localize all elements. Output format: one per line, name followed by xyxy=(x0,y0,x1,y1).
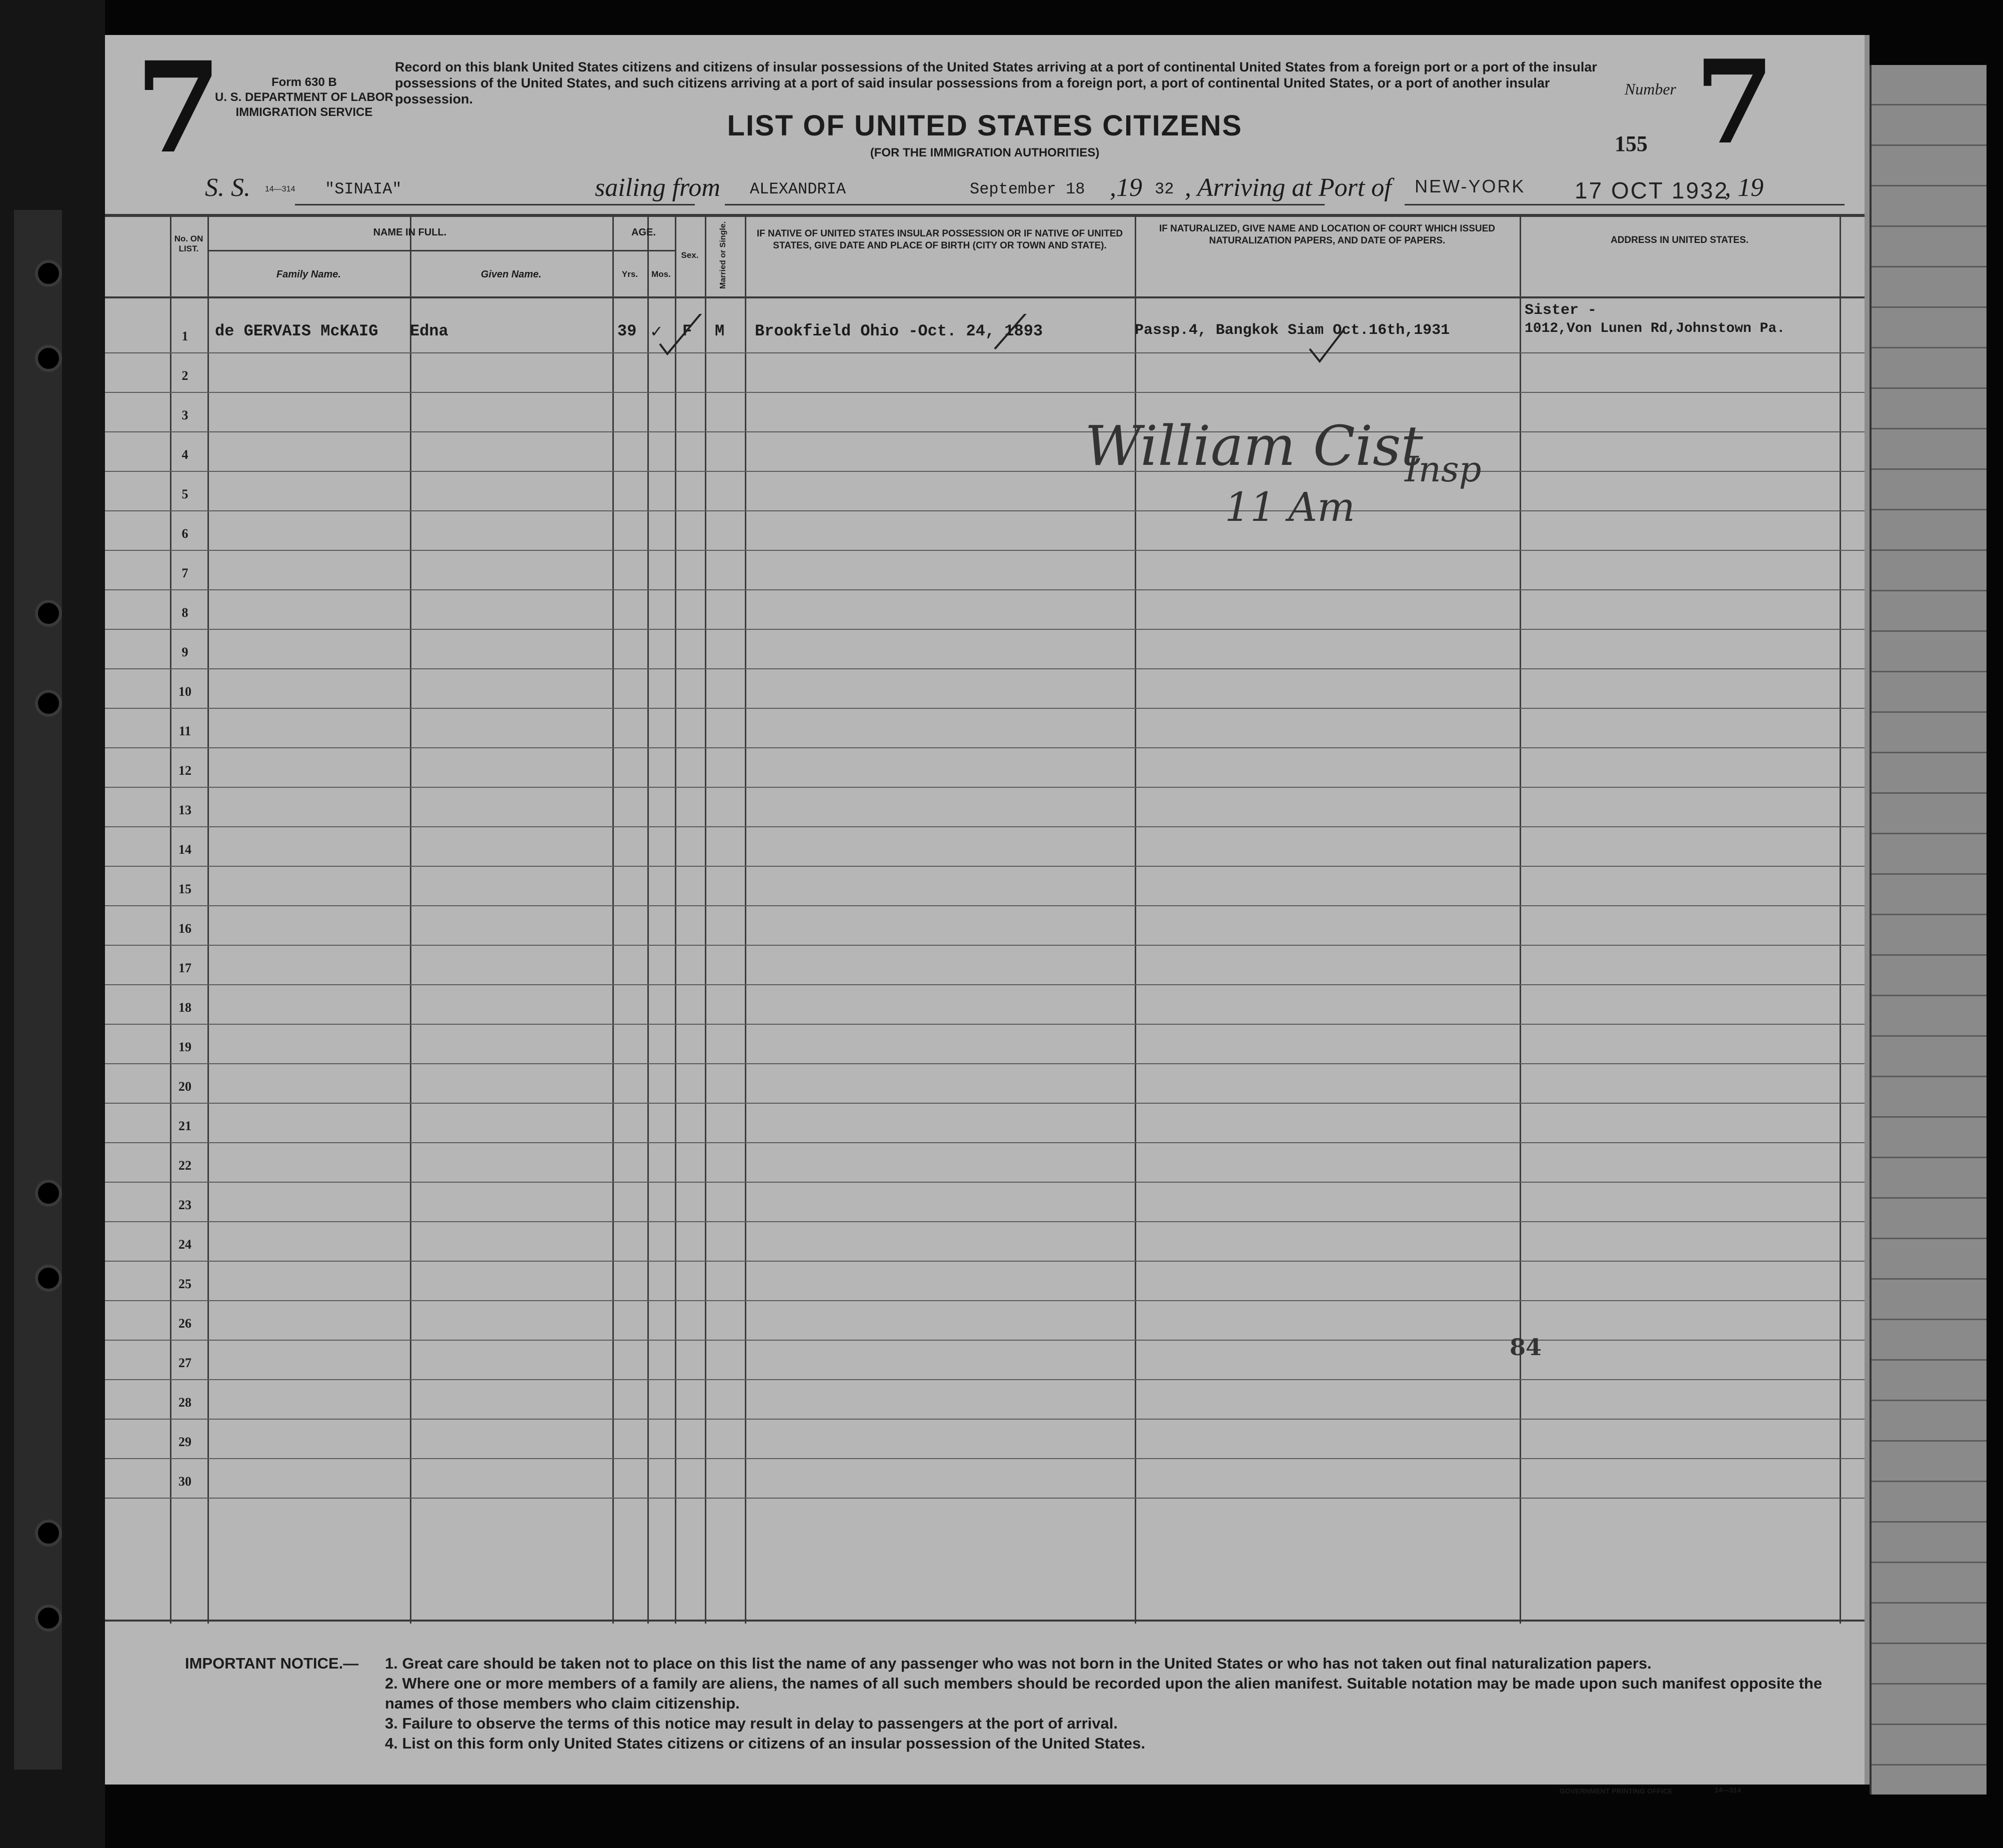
table-row-rule xyxy=(105,1262,1865,1301)
notice-item: 1. Great care should be taken not to place on this list the name of any passenger who was not born in the United States or who has not taken out final naturalization papers. xyxy=(385,1655,1652,1672)
entry-family-name: de GERVAIS McKAIG xyxy=(215,322,378,340)
table-row-rule xyxy=(105,1064,1865,1104)
binder-hole xyxy=(35,1605,62,1632)
row-number: 20 xyxy=(178,1079,191,1094)
entry-sex: F xyxy=(682,322,692,340)
row-number: 29 xyxy=(178,1435,191,1449)
row-rule xyxy=(105,1498,1865,1499)
table-row-rule xyxy=(105,1183,1865,1222)
table-row-rule xyxy=(105,827,1865,867)
departure-year: 32 xyxy=(1155,180,1174,198)
col-sex: Sex. xyxy=(681,250,699,260)
table-row-rule xyxy=(105,867,1865,906)
row-number: 21 xyxy=(178,1119,191,1133)
row-number: 9 xyxy=(181,645,188,659)
table-row-rule xyxy=(105,1222,1865,1262)
row-number: 15 xyxy=(178,882,191,896)
arriving-label: , Arriving at Port of xyxy=(1185,173,1392,202)
row-number: 14 xyxy=(178,842,191,857)
handwritten-signature: William Cist xyxy=(1085,414,1423,478)
binder-hole xyxy=(35,690,62,717)
check-mark-age xyxy=(660,314,705,354)
ship-name: "SINAIA" xyxy=(325,180,402,198)
row-number: 25 xyxy=(178,1277,191,1291)
ss-label: S. S. xyxy=(205,173,250,202)
entry-address-line2: 1012,Von Lunen Rd,Johnstown Pa. xyxy=(1525,321,1785,336)
handwritten-initials: Insp xyxy=(1405,449,1482,490)
table-row-rule xyxy=(105,1459,1865,1499)
row-number: 3 xyxy=(181,408,188,422)
table-row-rule xyxy=(105,1420,1865,1459)
entry-address-line1: Sister - xyxy=(1525,302,1597,319)
check-mark-birth xyxy=(995,314,1030,349)
col-yrs: Yrs. xyxy=(621,269,638,279)
form-number: Form 630 B xyxy=(271,75,337,89)
name-subheader-rule xyxy=(207,250,612,251)
binder-hole xyxy=(35,260,62,287)
table-row-rule xyxy=(105,669,1865,709)
big-number-right: 7 xyxy=(1695,35,1775,170)
binder-hole xyxy=(35,1265,62,1292)
page-title: LIST OF UNITED STATES CITIZENS xyxy=(727,109,1243,142)
row-number: 27 xyxy=(178,1356,191,1370)
table-row-rule xyxy=(105,551,1865,590)
printer-credit-code: 14—314 xyxy=(1715,1786,1741,1794)
entry-age-months: ✓ xyxy=(650,322,663,341)
row-number: 30 xyxy=(178,1474,191,1489)
voyage-line xyxy=(105,165,1865,210)
table-row-rule xyxy=(105,1301,1865,1341)
passenger-table xyxy=(105,214,1865,1639)
col-naturalized: IF NATURALIZED, GIVE NAME AND LOCATION OF COURT WHICH ISSUED NATURALIZATION PAPERS, AND DATE OF PAPERS. xyxy=(1159,223,1495,246)
row-number: 28 xyxy=(178,1395,191,1410)
table-row-rule xyxy=(105,906,1865,946)
table-row-rule xyxy=(105,1025,1865,1064)
handwritten-number: 84 xyxy=(1510,1334,1542,1361)
binder-margin xyxy=(0,0,105,1848)
row-number: 8 xyxy=(181,605,188,620)
table-row-rule xyxy=(105,1143,1865,1183)
age-subheader-rule xyxy=(612,250,675,251)
table-row-rule xyxy=(105,393,1865,432)
col-family-name: Family Name. xyxy=(276,269,341,280)
manifest-sheet xyxy=(105,34,1870,1795)
col-married-single: Married or Single. xyxy=(719,221,727,289)
table-row-rule xyxy=(105,630,1865,669)
row-number: 7 xyxy=(181,566,188,580)
table-top-rule xyxy=(105,214,1865,217)
row-number: 24 xyxy=(178,1237,191,1252)
header-bottom-rule xyxy=(105,296,1865,298)
table-row-rule xyxy=(105,1341,1865,1380)
table-row-rule xyxy=(105,1104,1865,1143)
year-prefix: ,19 xyxy=(1110,173,1142,202)
page-number: 155 xyxy=(1615,131,1648,156)
table-row-rule xyxy=(105,788,1865,827)
form-identification xyxy=(215,75,393,120)
entry-marital-status: M xyxy=(715,322,725,340)
table-row-rule xyxy=(105,590,1865,630)
binder-hole xyxy=(35,345,62,372)
sailing-label: sailing from xyxy=(595,173,720,202)
department-name: U. S. DEPARTMENT OF LABOR xyxy=(215,90,393,104)
table-row-rule xyxy=(105,985,1865,1025)
row-number: 26 xyxy=(178,1316,191,1331)
port-from-underline xyxy=(725,204,1325,205)
row-number: 11 xyxy=(178,724,191,738)
table-row-rule xyxy=(105,432,1865,472)
port-from: ALEXANDRIA xyxy=(750,180,846,198)
table-row-rule xyxy=(105,472,1865,511)
arrival-stamp: 17 OCT 1932 xyxy=(1575,177,1729,203)
notice-item: 3. Failure to observe the terms of this notice may result in delay to passengers at the port of arrival. xyxy=(385,1715,1118,1732)
notice-item: 4. List on this form only United States citizens or citizens of an insular possession of the United States. xyxy=(385,1735,1145,1752)
row-number: 18 xyxy=(178,1000,191,1015)
col-age: AGE. xyxy=(631,227,656,238)
row-number: 12 xyxy=(178,763,191,778)
port-to-underline xyxy=(1405,204,1845,205)
table-row-rule xyxy=(105,1380,1865,1420)
notice-items xyxy=(385,1654,1860,1754)
arrival-year-prefix: , 19 xyxy=(1725,173,1764,202)
port-to: NEW-YORK xyxy=(1415,176,1526,196)
row-number: 22 xyxy=(178,1158,191,1173)
row-number: 23 xyxy=(178,1198,191,1212)
col-mos: Mos. xyxy=(651,269,671,279)
col-address: ADDRESS IN UNITED STATES. xyxy=(1611,235,1749,245)
handwritten-note: 11 Am xyxy=(1225,484,1355,530)
row-number: 16 xyxy=(178,921,191,936)
table-row-rule xyxy=(105,748,1865,788)
big-number-left: 7 xyxy=(135,34,222,181)
number-label: Number xyxy=(1625,80,1677,98)
row-number: 5 xyxy=(181,487,188,501)
row-number: 19 xyxy=(178,1040,191,1054)
row-number: 6 xyxy=(181,526,188,541)
entry-age-years: 39 xyxy=(617,322,637,340)
page-subtitle: (FOR THE IMMIGRATION AUTHORITIES) xyxy=(870,146,1100,159)
row-number: 2 xyxy=(181,368,188,383)
table-row-rule xyxy=(105,709,1865,748)
entry-given-name: Edna xyxy=(410,322,448,340)
printer-code: 14—314 xyxy=(265,185,295,193)
check-mark-naturalized xyxy=(1310,314,1345,361)
service-name: IMMIGRATION SERVICE xyxy=(235,105,373,119)
entry-naturalization: Passp.4, Bangkok Siam Oct.16th,1931 xyxy=(1135,322,1450,339)
row-number: 1 xyxy=(181,329,188,343)
col-name-in-full: NAME IN FULL. xyxy=(373,227,447,238)
check-marks xyxy=(645,314,1345,394)
table-row-rule xyxy=(105,511,1865,551)
col-birth: IF NATIVE OF UNITED STATES INSULAR POSSESSION OR IF NATIVE OF UNITED STATES, GIVE DATE AND PLACE OF BIRTH (CITY OR TOWN AND STATE). xyxy=(756,228,1123,251)
underlying-page xyxy=(1870,65,1987,1795)
printer-credit: GOVERNMENT PRINTING OFFICE xyxy=(1560,1787,1673,1795)
binder-hole xyxy=(35,1180,62,1207)
ship-underline xyxy=(295,204,695,205)
notice-item: 2. Where one or more members of a family are aliens, the names of all such members should be recorded upon the alien manifest. Suitable notation may be made upon such manifest opposite the names of those members who claim citizenship. xyxy=(385,1675,1823,1712)
entry-birth: Brookfield Ohio -Oct. 24, 1893 xyxy=(755,322,1043,340)
row-number: 13 xyxy=(178,803,191,817)
table-row-rule xyxy=(105,946,1865,985)
row-number: 17 xyxy=(178,961,191,975)
departure-date: September 18 xyxy=(970,180,1085,198)
binder-hole xyxy=(35,600,62,627)
col-given-name: Given Name. xyxy=(480,269,542,280)
table-bottom-rule xyxy=(105,1620,1865,1622)
binder-hole xyxy=(35,1520,62,1547)
row-number: 10 xyxy=(178,684,191,699)
row-number: 4 xyxy=(181,447,188,462)
notice-lead: IMPORTANT NOTICE.— xyxy=(185,1655,359,1672)
record-instructions: Record on this blank United States citizens and citizens of insular possessions of the United States arriving at a port of continental United States from a foreign port or a port of the insular possessions of the United States, and such citizens arriving at a port of said insular possessions from a foreign port, a port of continental United States, or a port of another insular possession. xyxy=(395,59,1597,106)
col-no-on-list: No. ON LIST. xyxy=(174,234,203,253)
